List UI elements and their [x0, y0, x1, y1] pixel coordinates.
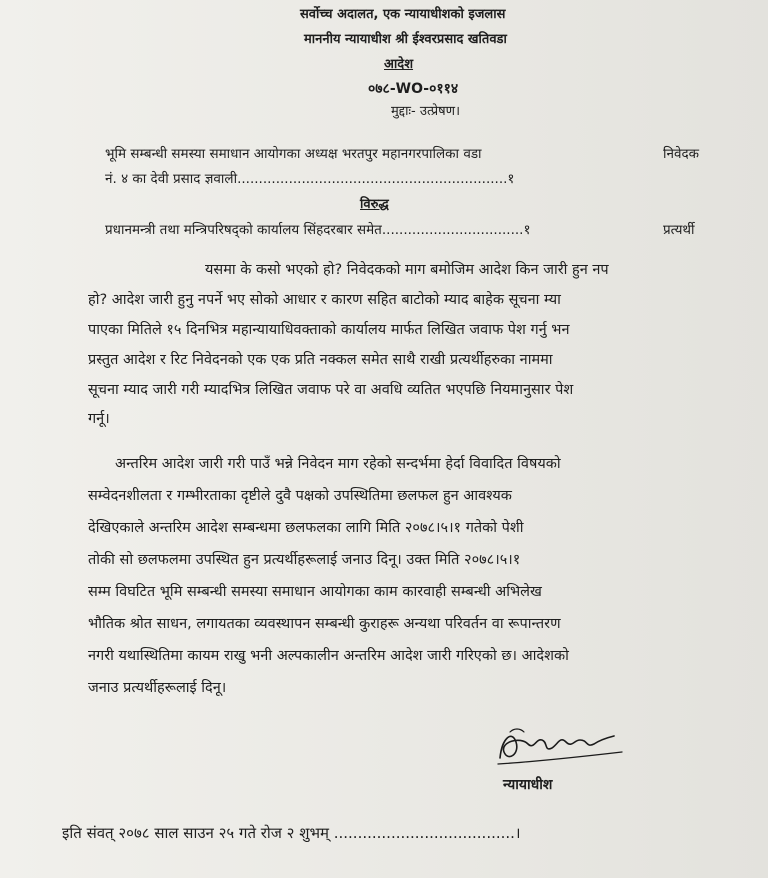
paragraph-2-line: सम्वेदनशीलता र गम्भीरताका दृष्टीले दुवै पक्षको उपस्थितिमा छलफल हुन आवश्यक: [88, 488, 512, 504]
petitioner-line-1: भूमि सम्बन्धी समस्या समाधान आयोगका अध्यक्ष भरतपुर महानगरपालिका वडा: [105, 146, 482, 162]
paragraph-1-line: प्रस्तुत आदेश र रिट निवेदनको एक एक प्रति नक्कल समेत साथै राखी प्रत्यर्थीहरुका नाममा: [88, 352, 553, 368]
petitioner-role: निवेदक: [663, 146, 700, 162]
court-name: सर्वोच्च अदालत, एक न्यायाधीशको इजलास: [300, 7, 506, 22]
respondent-role: प्रत्यर्थी: [663, 222, 695, 238]
paragraph-2-line: नगरी यथास्थितिमा कायम राखु भनी अल्पकालीन अन्तरिम आदेश जारी गरिएको छ। आदेशको: [88, 648, 569, 664]
paragraph-1-line: पाएका मितिले १५ दिनभित्र महान्यायाधिवक्ताको कार्यालय मार्फत लिखित जवाफ पेश गर्नु भन: [88, 322, 570, 338]
signature-title: न्यायाधीश: [503, 777, 553, 793]
paragraph-2-line: अन्तरिम आदेश जारी गरी पाउँ भन्ने निवेदन माग रहेको सन्दर्भमा हेर्दा विवादित विषयको: [115, 456, 561, 472]
judge-name: माननीय न्यायाधीश श्री ईश्वरप्रसाद खतिवडा: [304, 32, 507, 47]
paragraph-2-line: तोकी सो छलफलमा उपस्थित हुन प्रत्यर्थीहरूलाई जनाउ दिनू। उक्त मिति २०७८।५।१: [88, 552, 521, 568]
judge-signature: [490, 718, 630, 774]
paragraph-1-line: हो? आदेश जारी हुनु नपर्ने भए सोको आधार र कारण सहित बाटोको म्याद बाहेक सूचना म्या: [88, 292, 561, 308]
paragraph-2-line: सम्म विघटित भूमि सम्बन्धी समस्या समाधान आयोगका काम कारवाही सम्बन्धी अभिलेख: [88, 584, 542, 600]
paragraph-2-line: देखिएकाले अन्तरिम आदेश सम्बन्धमा छलफलका लागि मिति २०७८।५।१ गतेको पेशी: [88, 520, 524, 536]
paragraph-2-line: भौतिक श्रोत साधन, लगायतका व्यवस्थापन सम्बन्धी कुराहरू अन्यथा परिवर्तन वा रूपान्तरण: [88, 616, 561, 632]
closing-line: इति संवत् २०७८ साल साउन २५ गते रोज २ शुभम् ......................................।: [62, 824, 521, 842]
paragraph-1-line: यसमा के कसो भएको हो? निवेदकको माग बमोजिम आदेश किन जारी हुन नप: [205, 262, 609, 278]
paragraph-1-line: सूचना म्याद जारी गरी म्यादभित्र लिखित जवाफ परे वा अवधि व्यतित भएपछि नियमानुसार पेश: [88, 382, 574, 398]
versus-label: विरुद्ध: [360, 197, 389, 212]
case-number: ०७८-WO-०११४: [368, 81, 459, 97]
respondent-line: प्रधानमन्त्री तथा मन्त्रिपरिषद्को कार्यालय सिंहदरबार समेत.................................१: [105, 222, 531, 238]
paragraph-1-line: गर्नू।: [88, 411, 110, 427]
petitioner-line-2: नं. ४ का देवी प्रसाद ज्ञवाली...............................................................१: [105, 171, 515, 187]
document-type: आदेश: [384, 57, 414, 72]
case-subject: मुद्दाः- उत्प्रेषण।: [391, 104, 461, 119]
paragraph-2-line: जनाउ प्रत्यर्थीहरूलाई दिनू।: [88, 680, 227, 696]
